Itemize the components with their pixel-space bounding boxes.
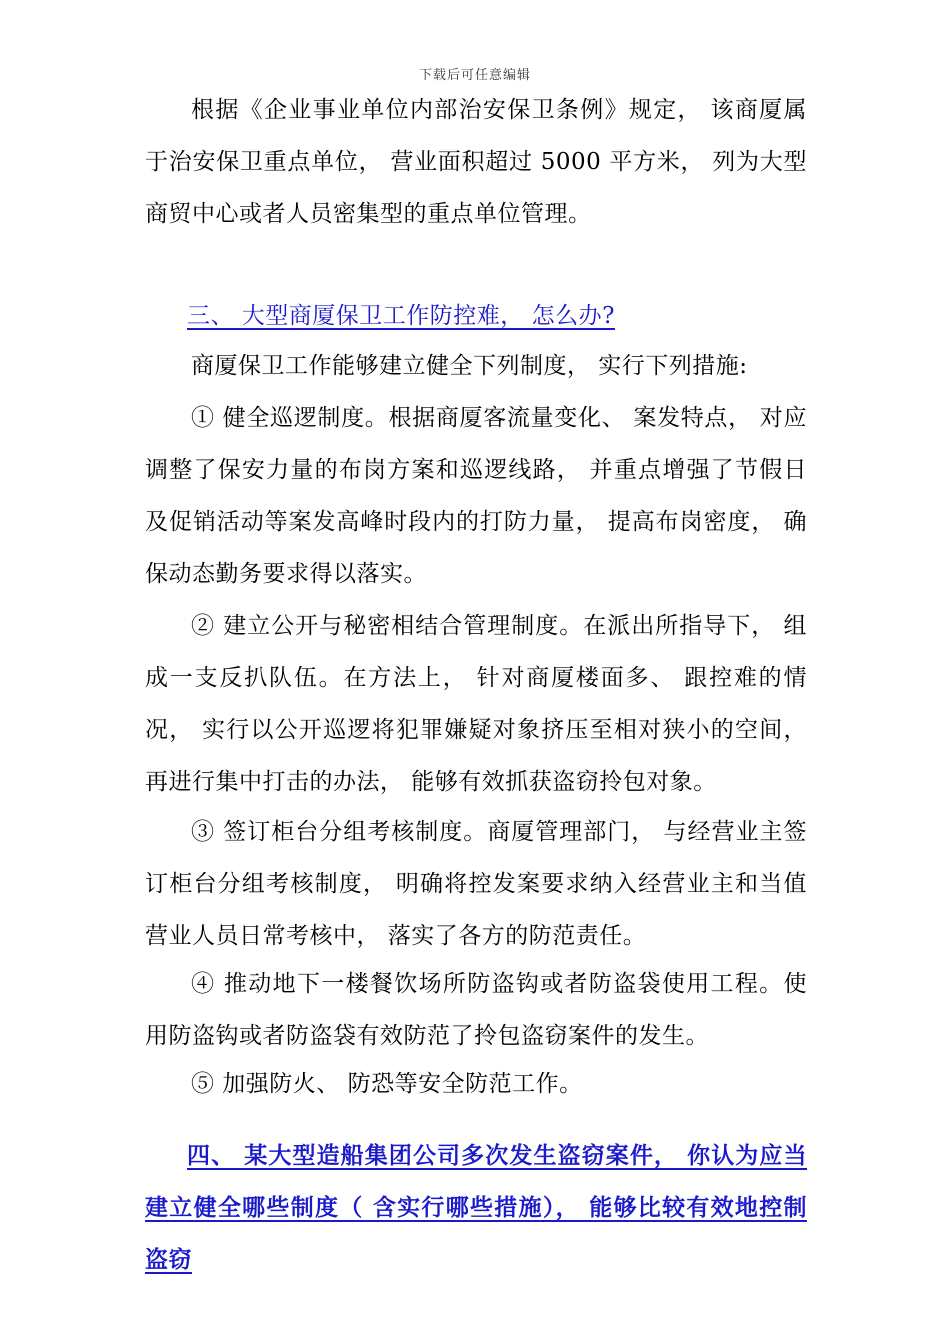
list-item-3: ③ 签订柜台分组考核制度。商厦管理部门， 与经营业主签订柜台分组考核制度， 明确将控发案要求纳入经营业主和当值营业人员日常考核中， 落实了各方的防范责任。 bbox=[145, 819, 807, 949]
intro-paragraph: 根据《企业事业单位内部治安保卫条例》规定， 该商厦属于治安保卫重点单位， 营业面积超过 5000 平方米， 列为大型商贸中心或者人员密集型的重点单位管理。 bbox=[145, 97, 807, 227]
section-3-lead: 商厦保卫工作能够建立健全下列制度， 实行下列措施: bbox=[191, 353, 748, 379]
list-item-4: ④ 推动地下一楼餐饮场所防盗钩或者防盗袋使用工程。使用防盗钩或者防盗袋有效防范了拎包盗窃案件的发生。 bbox=[145, 971, 807, 1049]
list-item-1: ① 健全巡逻制度。根据商厦客流量变化、 案发特点， 对应调整了保安力量的布岗方案和巡逻线路， 并重点增强了节假日及促销活动等案发高峰时段内的打防力量， 提高布岗密度， 确保动态勤务要求得以落实。 bbox=[145, 405, 807, 587]
section-4-heading[interactable]: 四、 某大型造船集团公司多次发生盗窃案件， 你认为应当建立健全哪些制度（ 含实行哪些措施）， 能够比较有效地控制盗窃 bbox=[145, 1142, 807, 1273]
section-3-heading[interactable]: 三、 大型商厦保卫工作防控难， 怎么办? bbox=[187, 303, 615, 329]
list-item-2: ② 建立公开与秘密相结合管理制度。在派出所指导下， 组成一支反扒队伍。在方法上， 针对商厦楼面多、 跟控难的情况， 实行以公开巡逻将犯罪嫌疑对象挤压至相对狭小的空间， 再进行集中打击的办法， 能够有效抓获盗窃拎包对象。 bbox=[145, 613, 807, 795]
list-item-5: ⑤ 加强防火、 防恐等安全防范工作。 bbox=[191, 1071, 583, 1097]
page-header-note: 下载后可任意编辑 bbox=[418, 68, 531, 83]
